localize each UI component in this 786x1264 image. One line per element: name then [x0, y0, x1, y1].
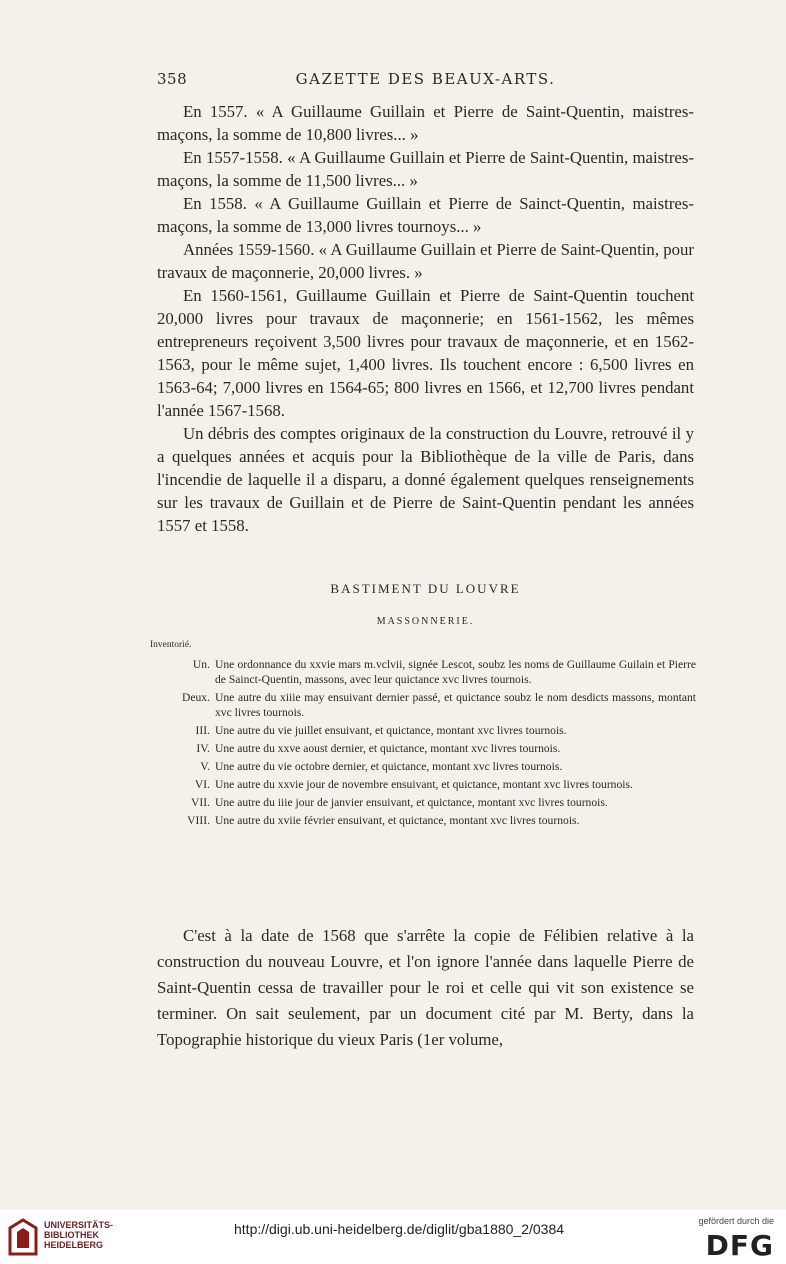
inventory-item — [150, 741, 696, 756]
item-text: Une autre du vie juillet ensuivant, et quictance, montant xvc livres tournois. — [215, 724, 567, 737]
item-text: Une autre du xxvie jour de novembre ensuivant, et quictance, montant xvc livres tournois. — [215, 778, 633, 791]
paragraph: En 1557. « A Guillaume Guillain et Pierre de Saint-Quentin, maistres-maçons, la somme de 10,800 livres... » — [157, 102, 694, 144]
library-name-line: BIBLIOTHEK — [44, 1230, 99, 1240]
university-library-logo-icon[interactable] — [8, 1218, 38, 1256]
paragraph: En 1558. « A Guillaume Guillain et Pierre de Sainct-Quentin, maistres-maçons, la somme de 13,000 livres tournoys... » — [157, 194, 694, 236]
section-title: BASTIMENT DU LOUVRE — [330, 581, 521, 596]
inventory-item — [150, 777, 696, 792]
inventory-heading: Inventorié. — [150, 640, 192, 650]
item-text: Une autre du iiie jour de janvier ensuivant, et quictance, montant xvc livres tournois. — [215, 796, 608, 809]
item-text: Une autre du xiiie may ensuivant dernier passé, et quictance soubz le nom desdicts massons, montant xvc livres tournois. — [215, 691, 696, 719]
item-number: V. — [200, 760, 210, 773]
university-library-name — [44, 1220, 134, 1250]
inventory-list — [150, 638, 696, 831]
item-number: Un. — [192, 658, 210, 671]
inventory-item — [150, 723, 696, 738]
paragraph: En 1557-1558. « A Guillaume Guillain et Pierre de Saint-Quentin, maistres-maçons, la somme de 11,500 livres... » — [157, 148, 694, 190]
inventory-item — [150, 759, 696, 774]
inventory-item — [150, 795, 696, 810]
item-number: IV. — [196, 742, 210, 755]
item-text: Une autre du vie octobre dernier, et quictance, montant xvc livres tournois. — [215, 760, 563, 773]
library-name-line: UNIVERSITÄTS- — [44, 1220, 114, 1230]
subsection-title: MASSONNERIE. — [376, 616, 475, 627]
paragraph: En 1560-1561, Guillaume Guillain et Pierre de Saint-Quentin touchent 20,000 livres pour travaux de maçonnerie; en 1561-1562, les mêmes entrepreneurs reçoivent 3,500 livres pour travaux de maçonnerie, et en 1562-1563, pour le même sujet, 1,400 livres. Ils touchent encore : 6,500 livres en 1563-64; 7,000 livres en 1564-65; 800 livres en 1566, et 12,700 livres pendant l'année 1567-1568. — [157, 286, 694, 420]
paragraph: Années 1559-1560. « A Guillaume Guillain et Pierre de Saint-Quentin, pour travaux de maçonnerie, 20,000 livres. » — [157, 240, 694, 282]
item-text: Une ordonnance du xxvie mars m.vclvii, signée Lescot, soubz les noms de Guillaume Guilain et Pierre de Sainct-Quentin, massons, avec leur quictance xvc livres tournois. — [215, 658, 696, 686]
closing-text — [157, 923, 694, 1053]
funded-by-label: gefördert durch die — [698, 1216, 774, 1226]
inventory-item — [150, 813, 696, 828]
library-name-line: HEIDELBERG — [44, 1240, 104, 1250]
item-text: Une autre du xxve aoust dernier, et quictance, montant xvc livres tournois. — [215, 742, 561, 755]
item-number: VI. — [194, 778, 210, 791]
body-text — [157, 100, 694, 537]
item-number: Deux. — [181, 691, 210, 704]
item-text: Une autre du xviie février ensuivant, et quictance, montant xvc livres tournois. — [215, 814, 580, 827]
permalink-link[interactable]: http://digi.ub.uni-heidelberg.de/diglit/gba1880_2/0384 — [234, 1221, 565, 1237]
paragraph: C'est à la date de 1568 que s'arrête la copie de Félibien relative à la construction du nouveau Louvre, et l'on ignore l'année dans laquelle Pierre de Saint-Quentin cessa de travailler pour le roi et celle qui vit son existence se terminer. On sait seulement, par un document cité par M. Berty, dans la Topographie historique du vieux Paris (1er volume, — [157, 926, 694, 1049]
inventory-item — [150, 657, 696, 687]
page-number: 358 — [157, 70, 188, 88]
dfg-logo[interactable]: DFG — [705, 1229, 774, 1262]
item-number: III. — [195, 724, 210, 737]
inventory-item — [150, 690, 696, 720]
item-number: VII. — [191, 796, 210, 809]
viewer-footer — [0, 1210, 786, 1264]
journal-title: GAZETTE DES BEAUX-ARTS. — [295, 70, 556, 88]
paragraph: Un débris des comptes originaux de la construction du Louvre, retrouvé il y a quelques années et acquis pour la Bibliothèque de la ville de Paris, dans l'incendie de laquelle il a disparu, a donné également quelques renseignements sur les travaux de Guillain et de Pierre de Saint-Quentin pendant les années 1557 et 1558. — [157, 424, 694, 535]
item-number: VIII. — [187, 814, 210, 827]
running-head — [157, 70, 694, 94]
